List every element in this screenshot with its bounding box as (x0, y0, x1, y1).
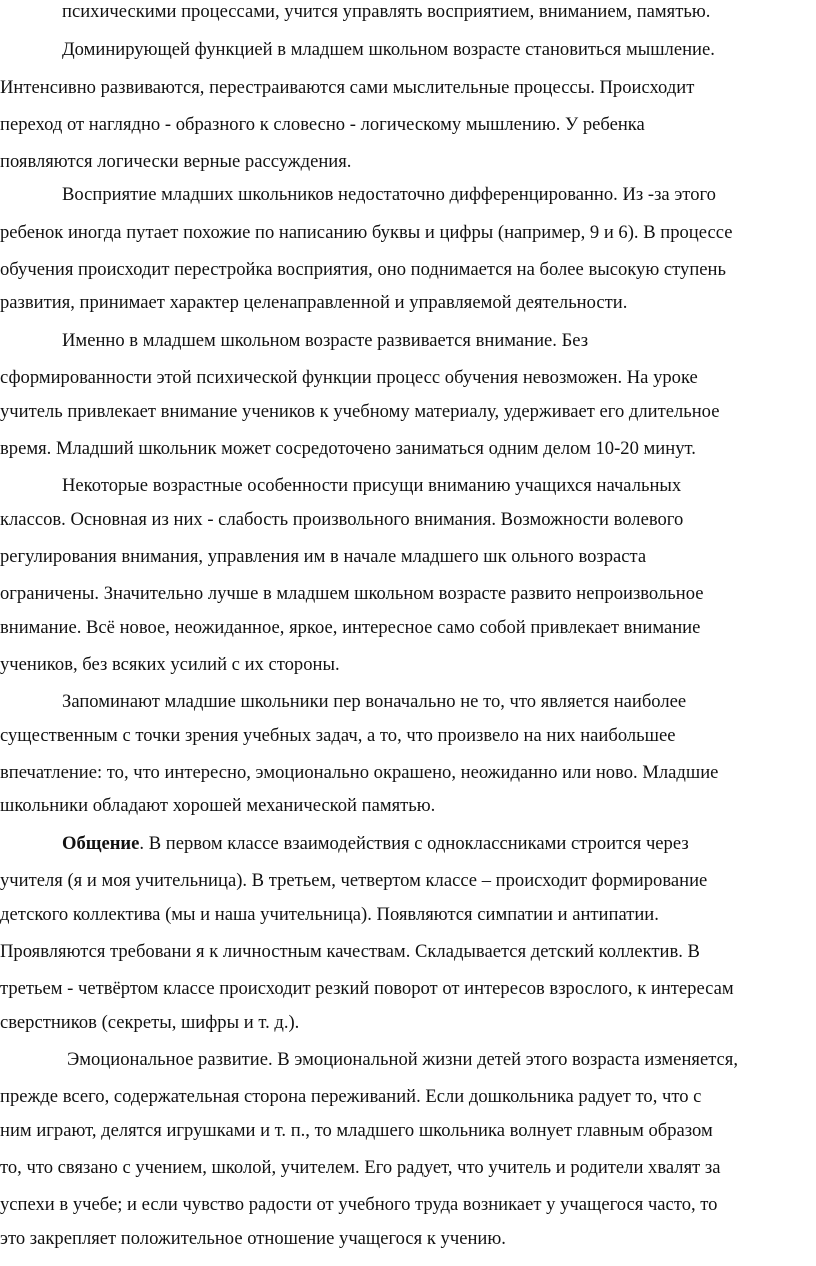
text-run: . В первом классе взаимодействия с одноклассниками строится через (139, 833, 689, 854)
paragraph-first-line: Запоминают младшие школьники пер воначально не то, что является наиболее (62, 691, 687, 712)
paragraph-first-line: Доминирующей функцией в младшем школьном возрасте становиться мышление. (62, 39, 715, 60)
paragraph-first-line: Некоторые возрастные особенности присущи вниманию учащихся начальных (62, 475, 682, 496)
text-line: ограничены. Значительно лучше в младшем школьном возрасте развито непроизвольное (0, 583, 704, 604)
text-line: обучения происходит перестройка восприятия, оно поднимается на более высокую ступень (0, 259, 726, 280)
text-line: это закрепляет положительное отношение учащегося к учению. (0, 1228, 506, 1249)
text-line: прежде всего, содержательная сторона переживаний. Если дошкольника радует то, что с (0, 1086, 702, 1107)
text-line: сформированности этой психической функции процесс обучения невозможен. На уроке (0, 367, 698, 388)
text-line: психическими процессами, учится управлять восприятием, вниманием, памятью. (62, 1, 711, 22)
text-line: классов. Основная из них - слабость произвольного внимания. Возможности волевого (0, 509, 684, 530)
text-line: внимание. Всё новое, неожиданное, яркое, интересное само собой привлекает внимание (0, 617, 701, 638)
text-line: ним играют, делятся игрушками и т. п., то младшего школьника волнует главным образом (0, 1120, 713, 1141)
paragraph-first-line (62, 832, 689, 856)
text-line: сверстников (секреты, шифры и т. д.). (0, 1012, 300, 1033)
text-line: то, что связано с учением, школой, учителем. Его радует, что учитель и родители хвалят за (0, 1157, 721, 1178)
text-line: ребенок иногда путает похожие по написанию буквы и цифры (например, 9 и 6). В процессе (0, 222, 733, 243)
text-line: успехи в учебе; и если чувство радости от учебного труда возникает у учащегося часто, то (0, 1194, 718, 1215)
text-line: впечатление: то, что интересно, эмоционально окрашено, неожиданно или ново. Младшие (0, 762, 719, 783)
text-line: третьем - четвёртом классе происходит резкий поворот от интересов взрослого, к интересам (0, 978, 734, 999)
text-line: школьники обладают хорошей механической памятью. (0, 795, 436, 816)
paragraph-first-line: Восприятие младших школьников недостаточно дифференцированно. Из -за этого (62, 184, 716, 205)
text-line: детского коллектива (мы и наша учительница). Появляются симпатии и антипатии. (0, 904, 659, 925)
text-line: Интенсивно развиваются, перестраиваются сами мыслительные процессы. Происходит (0, 77, 695, 98)
text-line: учеников, без всяких усилий с их стороны. (0, 654, 340, 675)
text-line: переход от наглядно - образного к словесно - логическому мышлению. У ребенка (0, 114, 645, 135)
text-line: существенным с точки зрения учебных задач, а то, что произвело на них наибольшее (0, 725, 676, 746)
text-line: учитель привлекает внимание учеников к учебному материалу, удерживает его длительное (0, 401, 720, 422)
text-line: появляются логически верные рассуждения. (0, 151, 352, 172)
text-line: регулирования внимания, управления им в начале младшего шк ольного возраста (0, 546, 647, 567)
paragraph-first-line: Эмоциональное развитие. В эмоциональной жизни детей этого возраста изменяется, (67, 1049, 739, 1070)
text-line: Проявляются требовани я к личностным качествам. Складывается детский коллектив. В (0, 941, 700, 962)
text-line: время. Младший школьник может сосредоточено заниматься одним делом 10-20 минут. (0, 438, 696, 459)
section-heading: Общение (62, 833, 140, 854)
text-line: развития, принимает характер целенаправленной и управляемой деятельности. (0, 292, 628, 313)
paragraph-first-line: Именно в младшем школьном возрасте развивается внимание. Без (62, 330, 589, 351)
text-line: учителя (я и моя учительница). В третьем, четвертом классе – происходит формирование (0, 870, 708, 891)
